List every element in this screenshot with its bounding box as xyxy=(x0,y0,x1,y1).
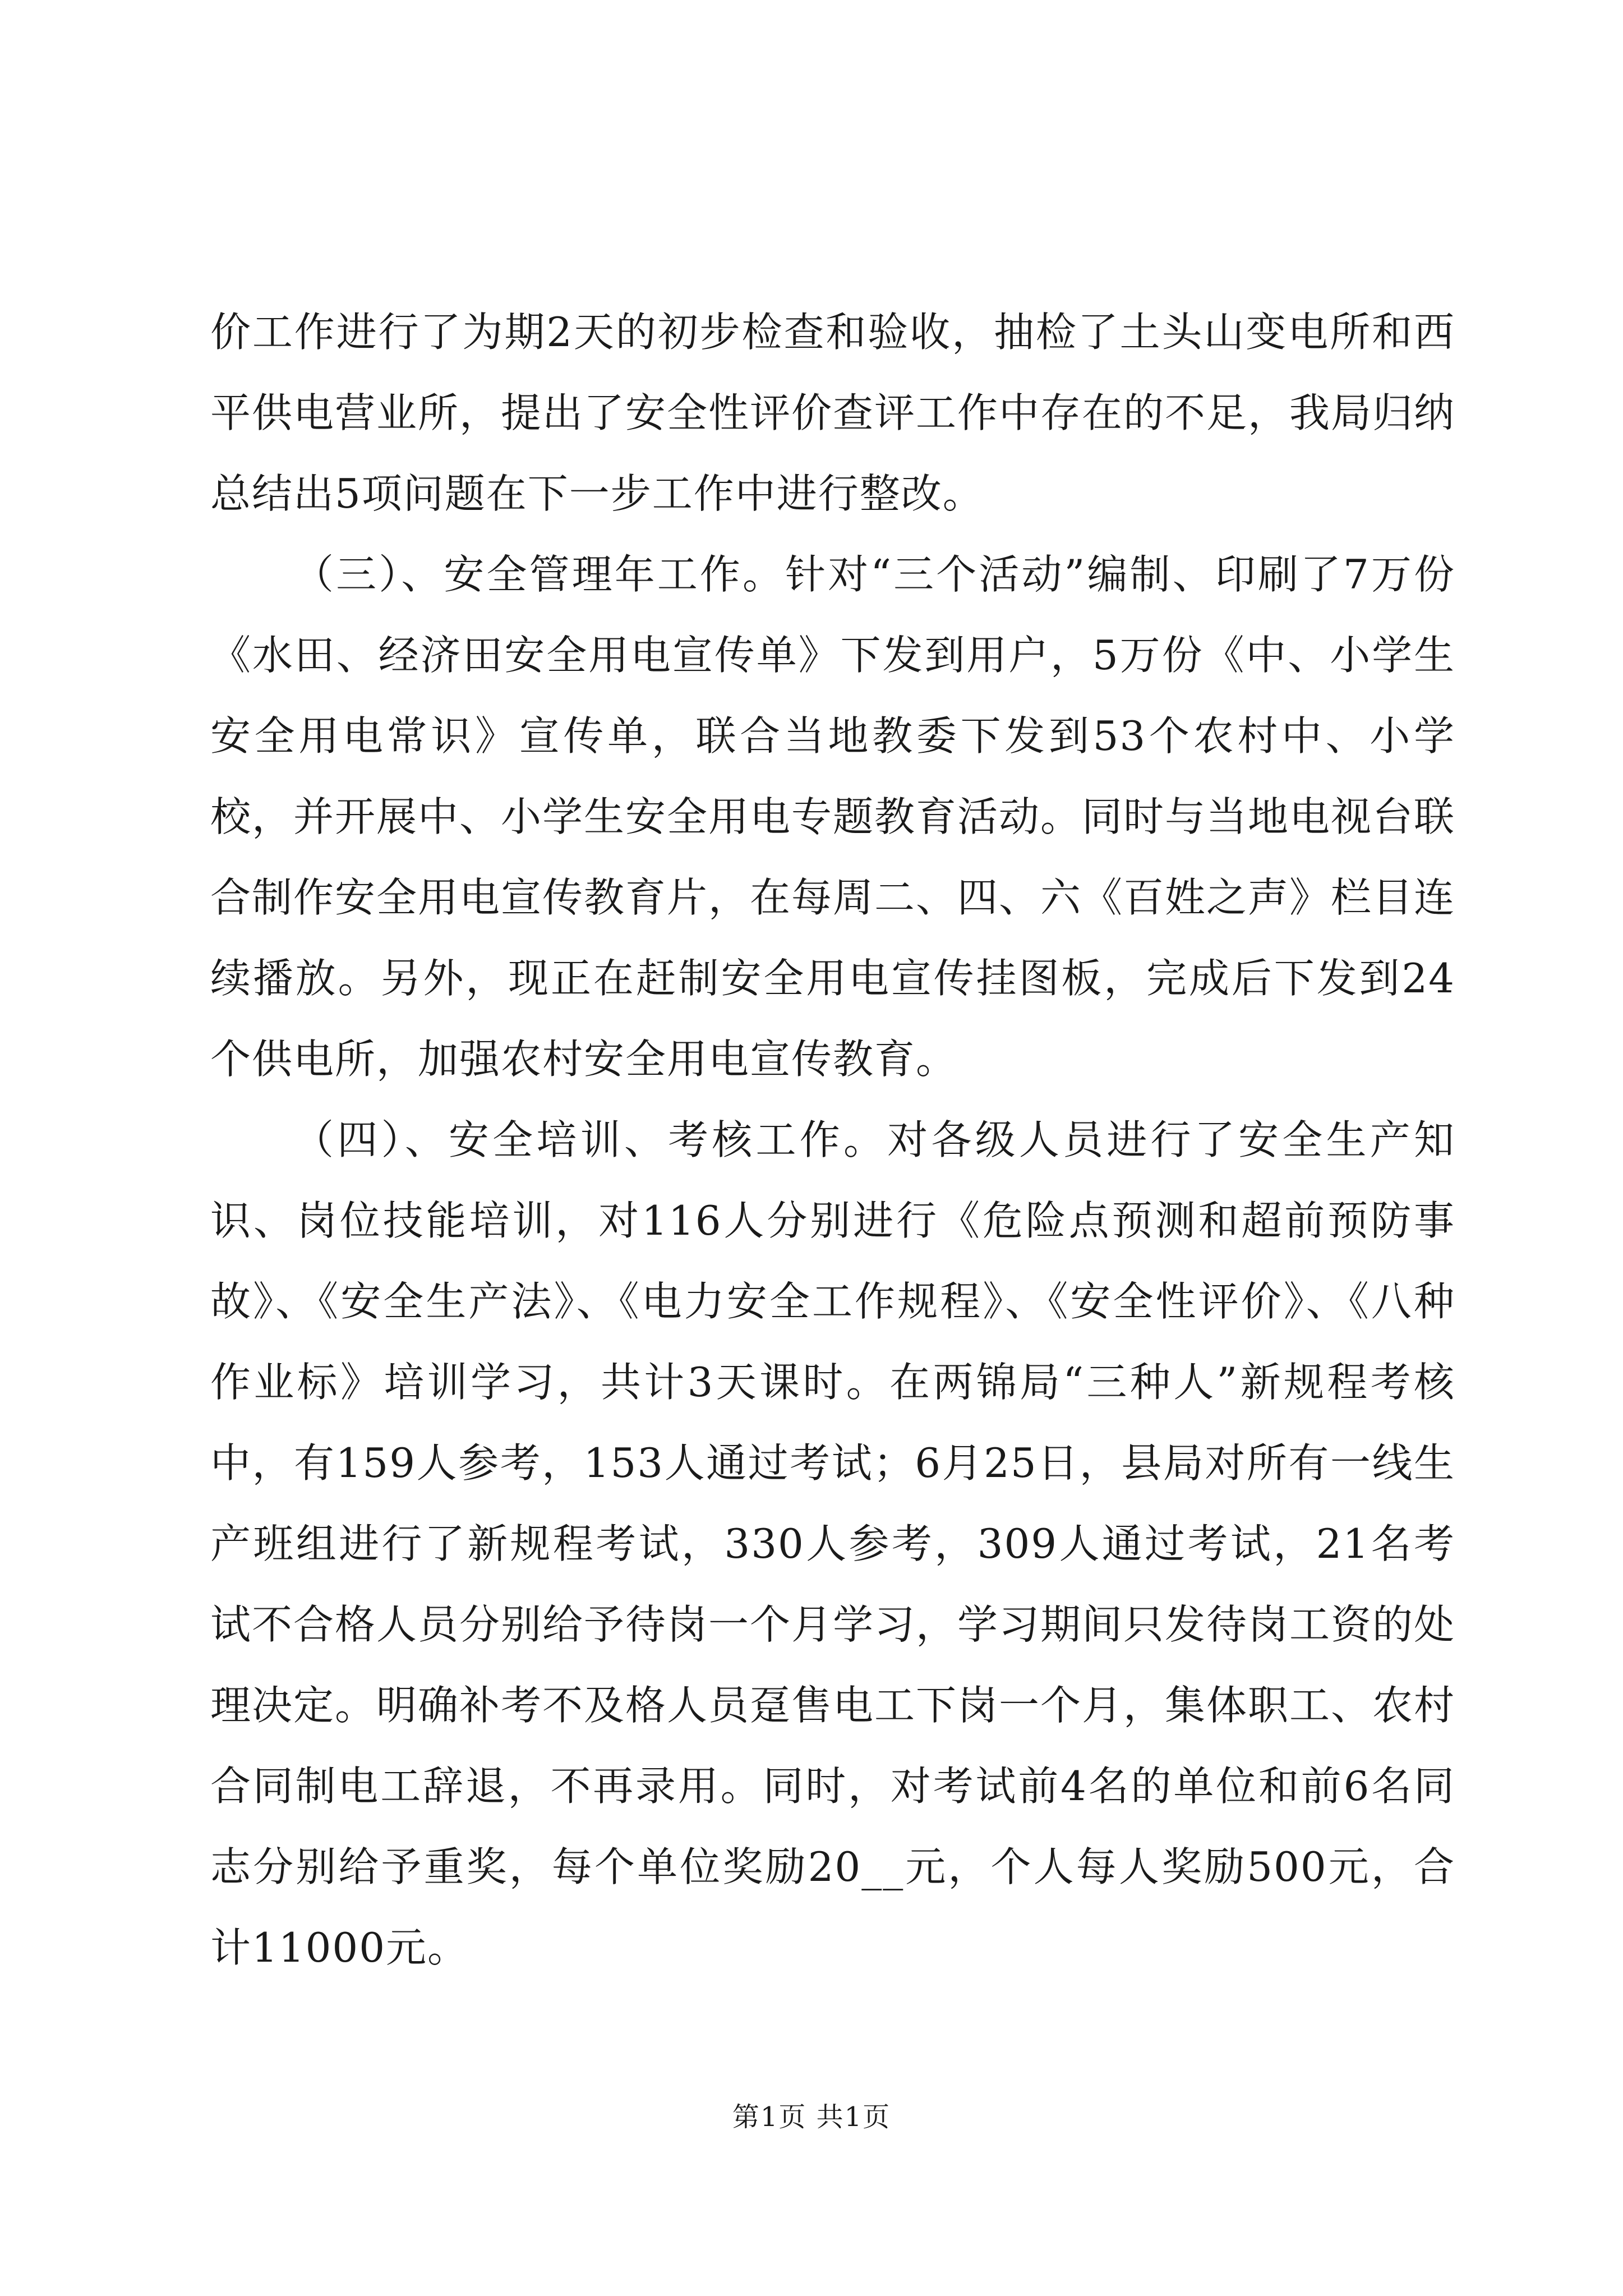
page-footer: 第1页 共1页 xyxy=(732,2101,891,2133)
paragraph-safety-training: （四）、安全培训、考核工作。对各级人员进行了安全生产知识、岗位技能培训，对116人分别进行《危险点预测和超前预防事故》、《安全生产法》、《电力安全工作规程》、《安全性评价》、《八种作业标》培训学习，共计3天课时。在两锦局“三种人”新规程考核中，有159人参考，153人通过考试；6月25日，县局对所有一线生产班组进行了新规程考试，330人参考，309人通过考试，21名考试不合格人员分别给予待岗一个月学习，学习期间只发待岗工资的处理决定。明确补考不及格人员趸售电工下岗一个月，集体职工、农村合同制电工辞退，不再录用。同时，对考试前4名的单位和前6名同志分别给予重奖，每个单位奖励20__元，个人每人奖励500元，合计11000元。 xyxy=(210,1116,1456,1971)
document-body xyxy=(210,292,1455,1988)
paragraph-safety-management-year: （三）、安全管理年工作。针对“三个活动”编制、印刷了7万份《水田、经济田安全用电宣传单》下发到用户，5万份《中、小学生安全用电常识》宣传单，联合当地教委下发到53个农村中、小学校，并开展中、小学生安全用电专题教育活动。同时与当地电视台联合制作安全用电宣传教育片，在每周二、四、六《百姓之声》栏目连续播放。另外，现正在赶制安全用电宣传挂图板，完成后下发到24个供电所，加强农村安全用电宣传教育。 xyxy=(210,551,1456,1083)
paragraph-continuation: 价工作进行了为期2天的初步检查和验收，抽检了土头山变电所和西平供电营业所，提出了安全性评价查评工作中存在的不足，我局归纳总结出5项问题在下一步工作中进行整改。 xyxy=(210,309,1456,517)
